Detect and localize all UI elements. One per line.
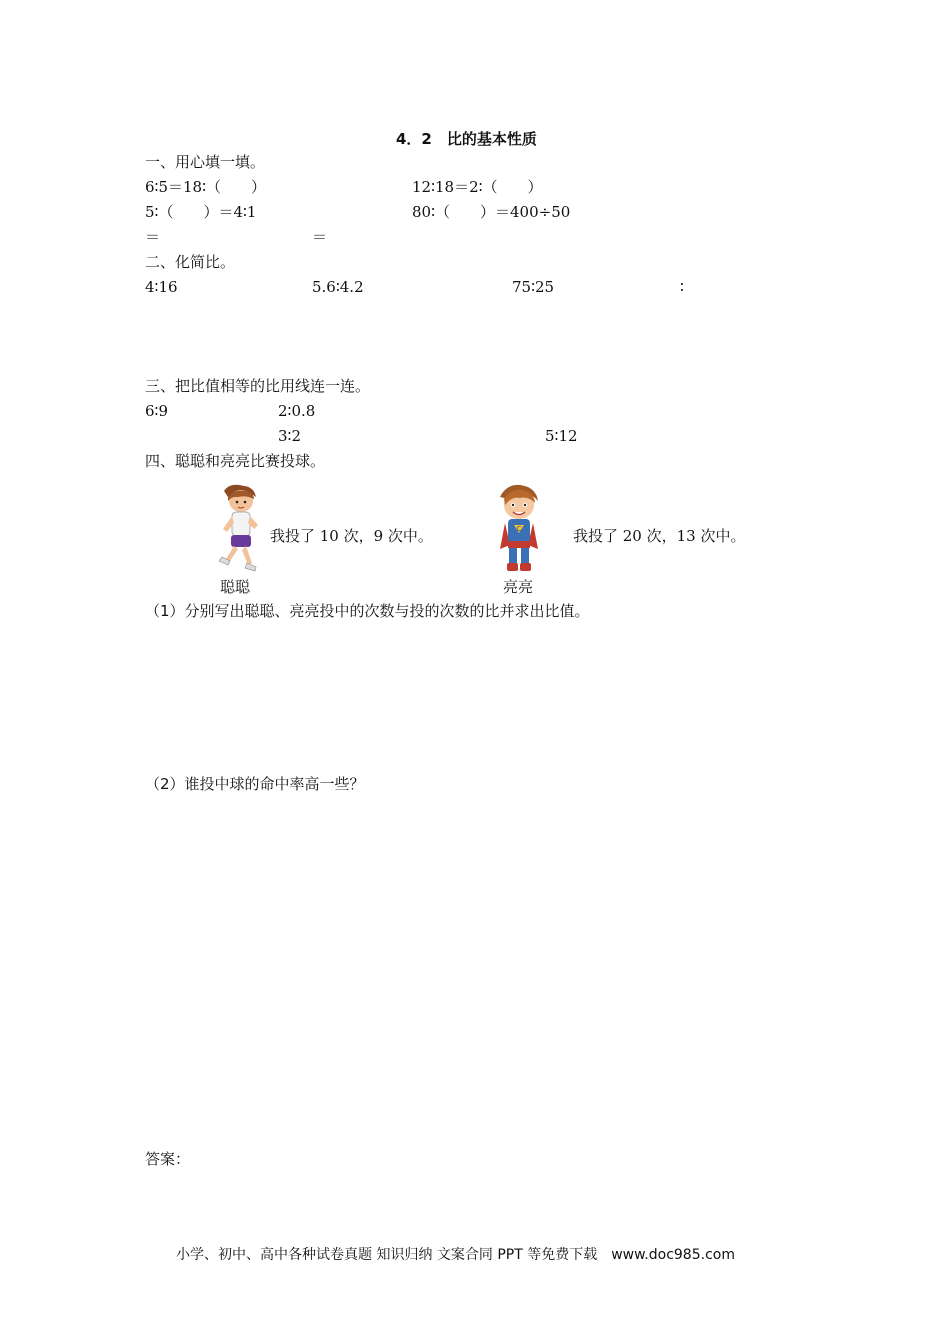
section2-item-1: 4∶16 bbox=[145, 278, 178, 296]
section2-heading: 二、化简比。 bbox=[145, 253, 236, 271]
person1-name: 聪聪 bbox=[220, 578, 251, 596]
section1-question-3: 5∶（ ）＝4∶1 bbox=[145, 203, 257, 221]
section1-question-2: 12∶18＝2∶（ ） bbox=[412, 178, 543, 196]
section4-heading: 四、聪聪和亮亮比赛投球。 bbox=[145, 452, 326, 470]
section1-equals-2: ＝ bbox=[312, 228, 328, 246]
section1-heading: 一、用心填一填。 bbox=[145, 153, 266, 171]
section3-ratio-a1: 6∶9 bbox=[145, 402, 168, 420]
runner-boy-illustration bbox=[210, 483, 270, 583]
section1-question-1: 6∶5＝18∶（ ） bbox=[145, 178, 266, 196]
page-footer: 小学、初中、高中各种试卷真题 知识归纳 文案合同 PPT 等免费下载 www.doc985.com bbox=[176, 1247, 735, 1263]
section3-ratio-b1: 3∶2 bbox=[278, 427, 301, 445]
answer-label: 答案： bbox=[145, 1150, 191, 1168]
person2-speech: 我投了 20 次，13 次中。 bbox=[573, 527, 746, 545]
svg-text:C: C bbox=[516, 525, 522, 533]
section3-ratio-a2: 2∶0.8 bbox=[278, 402, 316, 420]
section1-question-4: 80∶（ ）＝400÷50 bbox=[412, 203, 571, 221]
person1-speech: 我投了 10 次，9 次中。 bbox=[270, 527, 433, 545]
section4-question-2: （2）谁投中球的命中率高一些？ bbox=[145, 775, 365, 793]
page-title: 4．2 比的基本性质 bbox=[396, 130, 537, 148]
section2-item-2: 5.6∶4.2 bbox=[312, 278, 364, 296]
section2-item-4: ∶ bbox=[680, 278, 684, 296]
person2-name: 亮亮 bbox=[503, 578, 534, 596]
superhero-boy-illustration bbox=[488, 483, 548, 578]
section1-equals-1: ＝ bbox=[145, 228, 161, 246]
section3-heading: 三、把比值相等的比用线连一连。 bbox=[145, 377, 371, 395]
section2-item-3: 75∶25 bbox=[512, 278, 555, 296]
section3-ratio-b2: 5∶12 bbox=[545, 427, 578, 445]
section4-question-1: （1）分别写出聪聪、亮亮投中的次数与投的次数的比并求出比值。 bbox=[145, 602, 590, 620]
